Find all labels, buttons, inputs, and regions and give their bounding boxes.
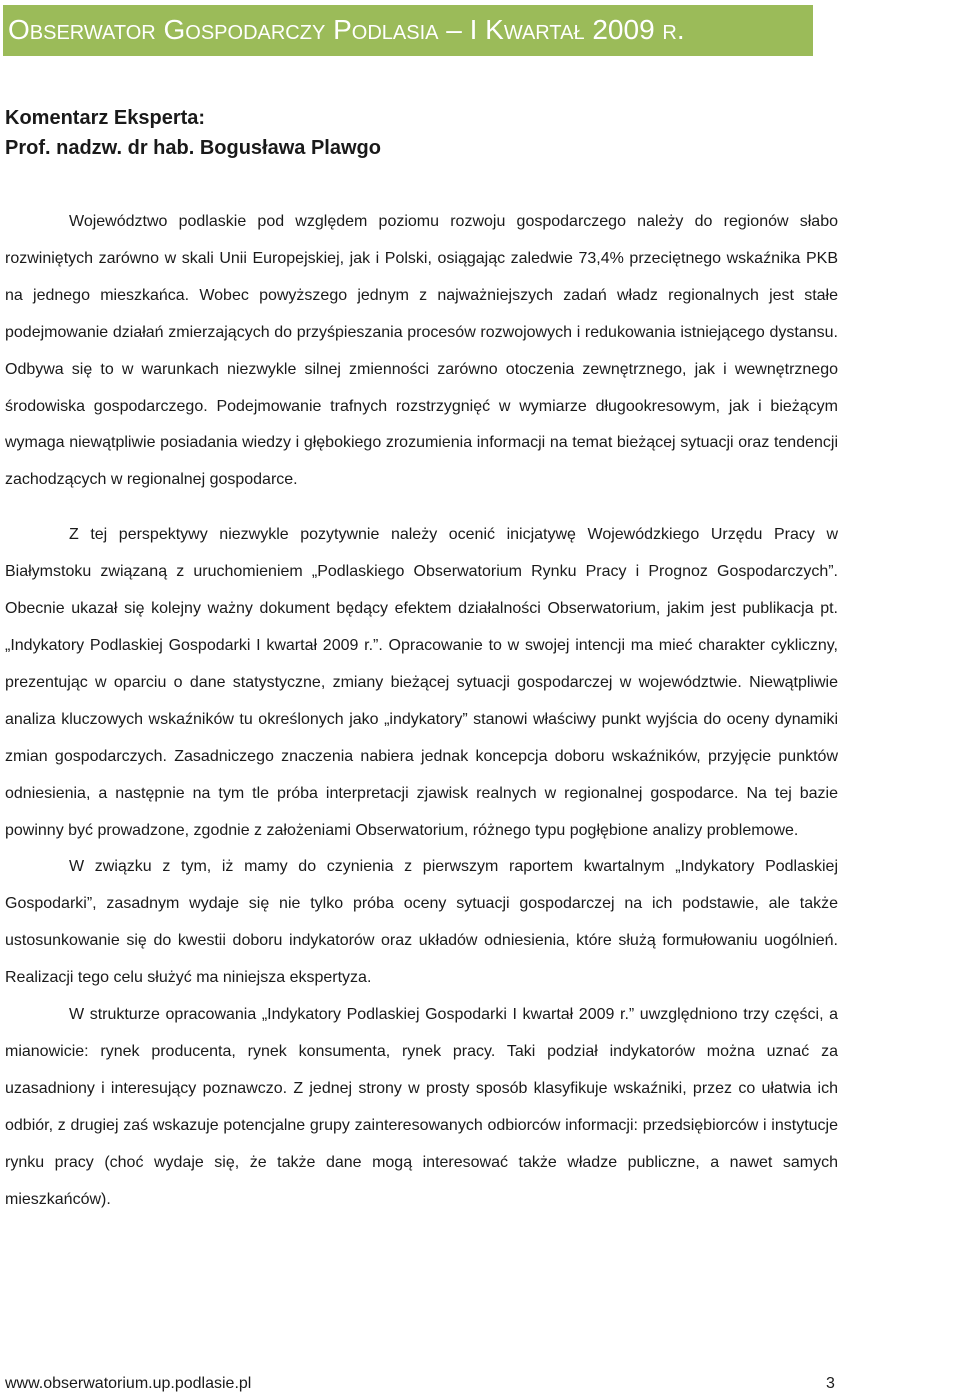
heading-author: Prof. nadzw. dr hab. Bogusława Plawgo [5, 137, 381, 159]
paragraph-1: Województwo podlaskie pod względem poziomu rozwoju gospodarczego należy do regionów słabo rozwiniętych zarówno w skali Unii Europejskiej, jak i Polski, osiągając zaledwie 73,4% przeciętnego wskaźnika PKB na jednego mieszkańca. Wobec powyższego jednym z najważniejszych zadań władz regionalnych jest stałe podejmowanie działań zmierzających do przyśpieszania procesów rozwojowych i redukowania istniejącego dystansu. Odbywa się to w warunkach niezwykle silnej zmienności zarówno otoczenia zewnętrznego, jak i wewnętrznego środowiska gospodarczego. Podejmowanie trafnych rozstrzygnięć w wymiarze długookresowym, jak i bieżącym wymaga niewątpliwie posiadania wiedzy i głębokiego zrozumienia informacji na temat bieżącej sytuacji oraz tendencji zachodzących w regionalnej gospodarce. [5, 213, 838, 489]
paragraph-2: Z tej perspektywy niezwykle pozytywnie należy ocenić inicjatywę Wojewódzkiego Urzędu Pracy w Białymstoku związaną z uruchomieniem „Podlaskiego Obserwatorium Rynku Pracy i Prognoz Gospodarczych”. Obecnie ukazał się kolejny ważny dokument będący efektem działalności Obserwatorium, jakim jest publikacja pt. „Indykatory Podlaskiej Gospodarki I kwartał 2009 r.”. Opracowanie to w swojej intencji ma mieć charakter cykliczny, prezentując w oparciu o dane statystyczne, zmiany bieżącej sytuacji gospodarczej w województwie. Niewątpliwie analiza kluczowych wskaźników tu określonych jako „indykatory” stanowi właściwy punkt wyjścia do oceny dynamiki zmian gospodarczych. Zasadniczego znaczenia nabiera jednak koncepcja doboru wskaźników, przyjęcie punktów odniesienia, a następnie na tym tle próba interpretacji zjawisk realnych w regionalnej gospodarce. Na tej bazie powinny być prowadzone, zgodnie z założeniami Obserwatorium, różnego typu pogłębione analizy problemowe. [5, 526, 838, 839]
document-header-bar [3, 5, 813, 56]
paragraph-4: W strukturze opracowania „Indykatory Podlaskiej Gospodarki I kwartał 2009 r.” uwzględniono trzy części, a mianowicie: rynek producenta, rynek konsumenta, rynek pracy. Taki podział indykatorów można uznać za uzasadniony i interesujący poznawczo. Z jednej strony w prosty sposób klasyfikuje wskaźniki, przez co ułatwia ich odbiór, z drugiej zaś wskazuje potencjalne grupy zainteresowanych odbiorców informacji: przedsiębiorców i instytucje rynku pracy (choć wydaje się, że także dane mogą interesować także władze publiczne, a nawet samych mieszkańców). [5, 1006, 838, 1208]
footer-page-number: 3 [826, 1375, 835, 1392]
paragraph-3: W związku z tym, iż mamy do czynienia z pierwszym raportem kwartalnym „Indykatory Podlaskiej Gospodarki”, zasadnym wydaje się nie tylko próba oceny sytuacji gospodarczej na ich podstawie, ale także ustosunkowanie się do kwestii doboru indykatorów oraz układów odniesienia, które służą formułowaniu uogólnień. Realizacji tego celu służyć ma niniejsza ekspertyza. [5, 858, 838, 987]
footer-website-url: www.obserwatorium.up.podlasie.pl [5, 1375, 252, 1392]
heading-label: Komentarz Eksperta: [5, 107, 206, 129]
article-body [5, 204, 838, 1218]
document-header-title: Obserwator Gospodarczy Podlasia – I Kwartał 2009 r. [8, 14, 685, 45]
expert-comment-heading [5, 103, 945, 163]
